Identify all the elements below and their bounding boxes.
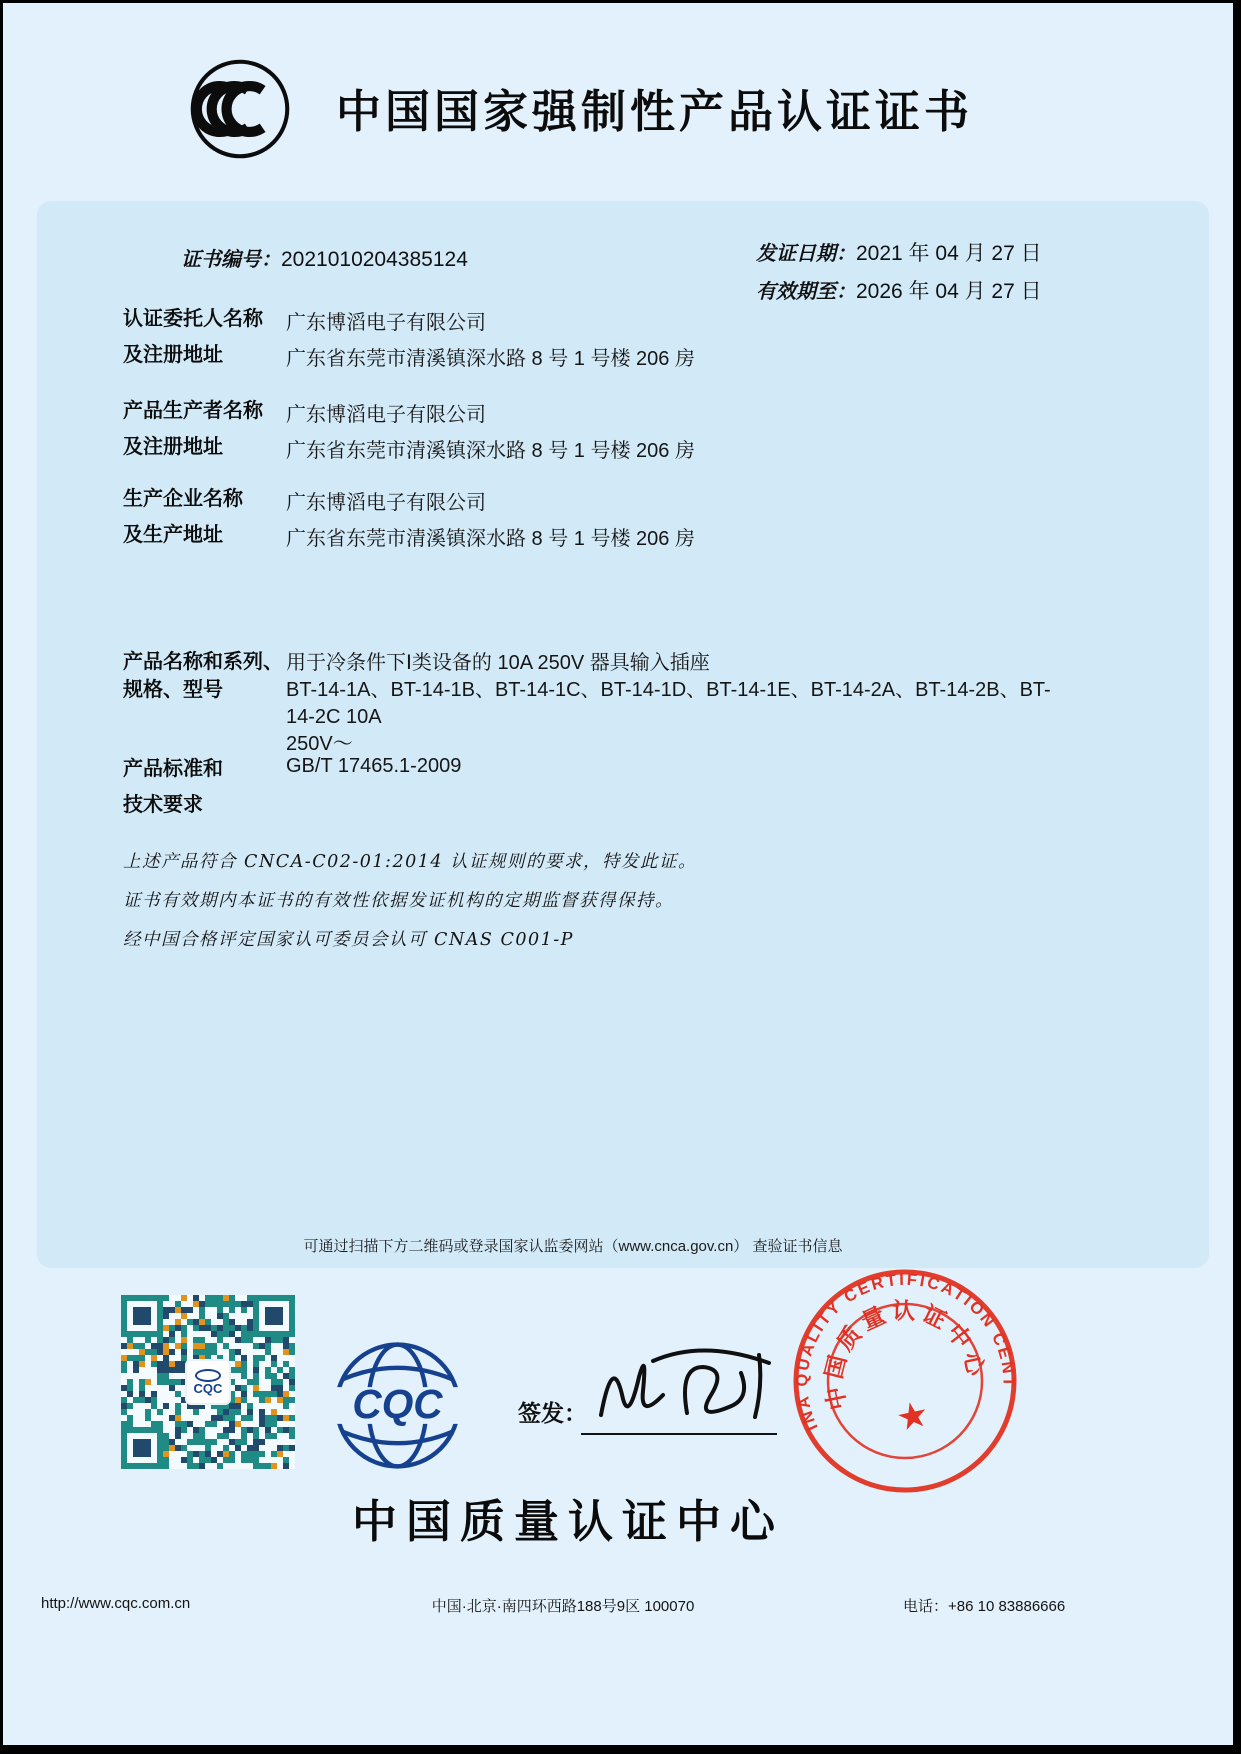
issue-date-label: 发证日期： <box>756 241 856 265</box>
product-label <box>123 648 293 704</box>
applicant-label-line2: 及注册地址 <box>123 344 223 366</box>
factory-label-line1: 生产企业名称 <box>123 488 243 510</box>
product-value <box>286 650 1076 758</box>
applicant-label-line1: 认证委托人名称 <box>123 308 263 330</box>
ccc-mark-icon <box>186 55 294 163</box>
cqc-logo-text: CQC <box>352 1381 443 1428</box>
product-description: 用于冷条件下Ⅰ类设备的 10A 250V 器具输入插座 <box>286 652 710 674</box>
seal-star-icon: ★ <box>892 1392 933 1440</box>
valid-until-value: 2026 年 04 月 27 日 <box>856 280 1042 303</box>
producer-label <box>123 393 293 465</box>
statement-line-2: 证书有效期内本证书的有效性依据发证机构的定期监督获得保持。 <box>123 891 674 911</box>
issue-date-value: 2021 年 04 月 27 日 <box>856 242 1042 265</box>
product-label-line2: 规格、型号 <box>123 679 223 701</box>
producer-value <box>286 397 1076 469</box>
factory-label-line2: 及生产地址 <box>123 524 223 546</box>
cqc-red-seal <box>767 1243 1042 1518</box>
product-rating: 250V～ <box>286 733 353 755</box>
statement-line-3: 经中国合格评定国家认可委员会认可 CNAS C001-P <box>123 930 574 950</box>
certificate-page <box>3 3 1233 1745</box>
applicant-name: 广东博滔电子有限公司 <box>286 312 486 334</box>
certificate-number-row <box>181 243 468 272</box>
producer-label-line2: 及注册地址 <box>123 436 223 458</box>
standard-label-line2: 技术要求 <box>123 794 203 816</box>
standard-code: GB/T 17465.1-2009 <box>286 755 462 777</box>
standard-label <box>123 751 293 823</box>
seal-inner-text: 中国质量认证中心 <box>820 1297 991 1413</box>
producer-name: 广东博滔电子有限公司 <box>286 404 486 426</box>
qr-center-cqc-logo-icon <box>185 1359 231 1405</box>
footer-address: 中国·北京·南四环西路188号9区 100070 <box>431 1598 695 1615</box>
producer-label-line1: 产品生产者名称 <box>123 400 263 422</box>
statement-line-1: 上述产品符合 CNCA-C02-01:2014 认证规则的要求，特发此证。 <box>123 852 698 872</box>
factory-label <box>123 481 293 553</box>
organization-name: 中国质量认证中心 <box>351 1496 784 1547</box>
certificate-number-value: 2021010204385124 <box>281 248 468 271</box>
signature-line <box>581 1433 777 1435</box>
valid-until-label: 有效期至： <box>756 279 856 303</box>
valid-until-row <box>756 275 1042 305</box>
qr-code <box>121 1295 295 1469</box>
factory-value <box>286 485 1076 557</box>
signoff-label: 签发： <box>518 1400 587 1426</box>
footer-website: http://www.cqc.com.cn <box>41 1595 191 1612</box>
qr-center-cqc-text: CQC <box>193 1381 223 1396</box>
applicant-address: 广东省东莞市清溪镇深水路 8 号 1 号楼 206 房 <box>286 348 695 370</box>
issue-date-row <box>756 237 1042 267</box>
certificate-title: 中国国家强制性产品认证证书 <box>336 86 974 137</box>
factory-address: 广东省东莞市清溪镇深水路 8 号 1 号楼 206 房 <box>286 528 695 550</box>
product-label-line1: 产品名称和系列、 <box>123 651 283 673</box>
product-models: BT-14-1A、BT-14-1B、BT-14-1C、BT-14-1D、BT-14-1E、BT-14-2A、BT-14-2B、BT-14-2C 10A <box>286 679 1051 728</box>
footer-phone: 电话：+86 10 83886666 <box>903 1598 1066 1615</box>
factory-name: 广东博滔电子有限公司 <box>286 492 486 514</box>
verification-note: 可通过扫描下方二维码或登录国家认监委网站（www.cnca.gov.cn） 查验证书信息 <box>303 1238 843 1255</box>
signature-handwriting <box>583 1333 793 1438</box>
applicant-value <box>286 305 1076 377</box>
certificate-number-label: 证书编号： <box>181 247 281 271</box>
standard-label-line1: 产品标准和 <box>123 758 223 780</box>
standard-value <box>286 753 1076 780</box>
cqc-globe-logo-icon <box>325 1333 470 1478</box>
applicant-label <box>123 301 293 373</box>
producer-address: 广东省东莞市清溪镇深水路 8 号 1 号楼 206 房 <box>286 440 695 462</box>
seal-outer-text: CHINA QUALITY CERTIFICATION CENTRE <box>793 1270 1018 1434</box>
